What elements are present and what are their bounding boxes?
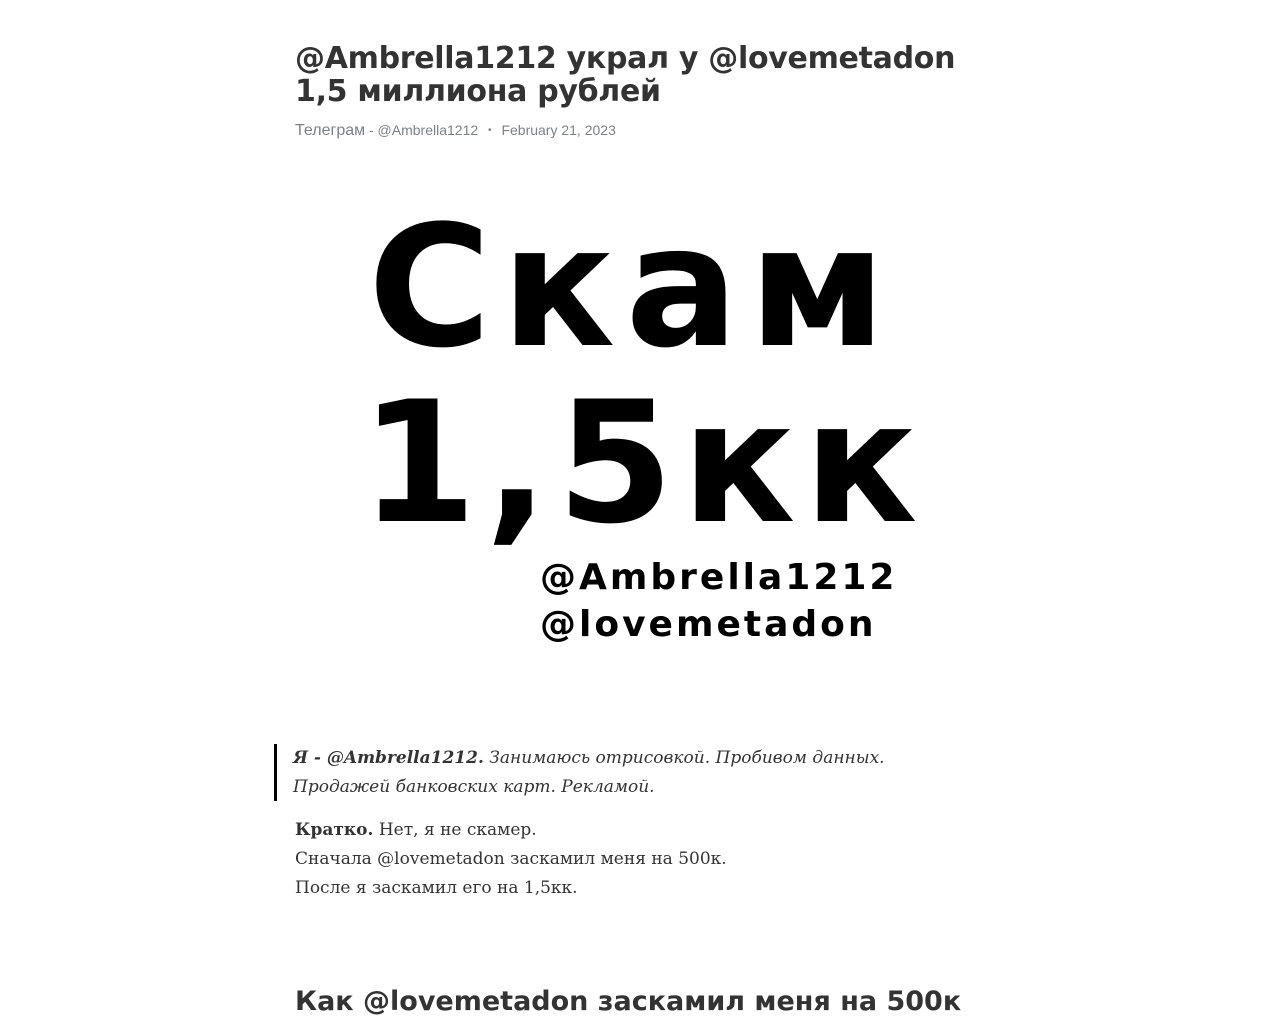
body-paragraph <box>295 816 985 903</box>
paragraph-line-1 <box>295 816 985 845</box>
paragraph-line-2: Сначала @lovemetadon заскамил меня на 500к. <box>295 849 727 869</box>
publish-date: February 21, 2023 <box>501 122 616 138</box>
image-text-scam: Скам <box>368 189 897 385</box>
image-text-handle-1: @Ambrella1212 <box>540 557 898 598</box>
image-text-amount: 1,5кк <box>360 365 926 561</box>
paragraph-bold-lead: Кратко. <box>295 820 374 840</box>
meta-separator: • <box>488 125 492 136</box>
section-heading: Как @lovemetadon заскамил меня на 500к <box>295 986 962 1017</box>
article-title: @Ambrella1212 украл у @lovemetadon 1,5 миллиона рублей <box>295 41 956 109</box>
paragraph-line-1-text: Нет, я не скамер. <box>373 820 537 840</box>
author-link[interactable]: Телеграм <box>295 122 366 139</box>
quote-bold-lead: Я - @Ambrella1212. <box>293 748 484 768</box>
article-image <box>340 190 940 690</box>
image-text-handle-2: @lovemetadon <box>540 604 877 645</box>
blockquote <box>274 744 974 801</box>
author-handle: - @Ambrella1212 <box>369 122 479 138</box>
quote-text: Занимаюсь отрисовкой. Пробивом данных. Продажей банковских карт. Рекламой. <box>293 748 885 797</box>
paragraph-line-3: После я заскамил его на 1,5кк. <box>295 878 578 898</box>
article-meta <box>295 122 616 140</box>
